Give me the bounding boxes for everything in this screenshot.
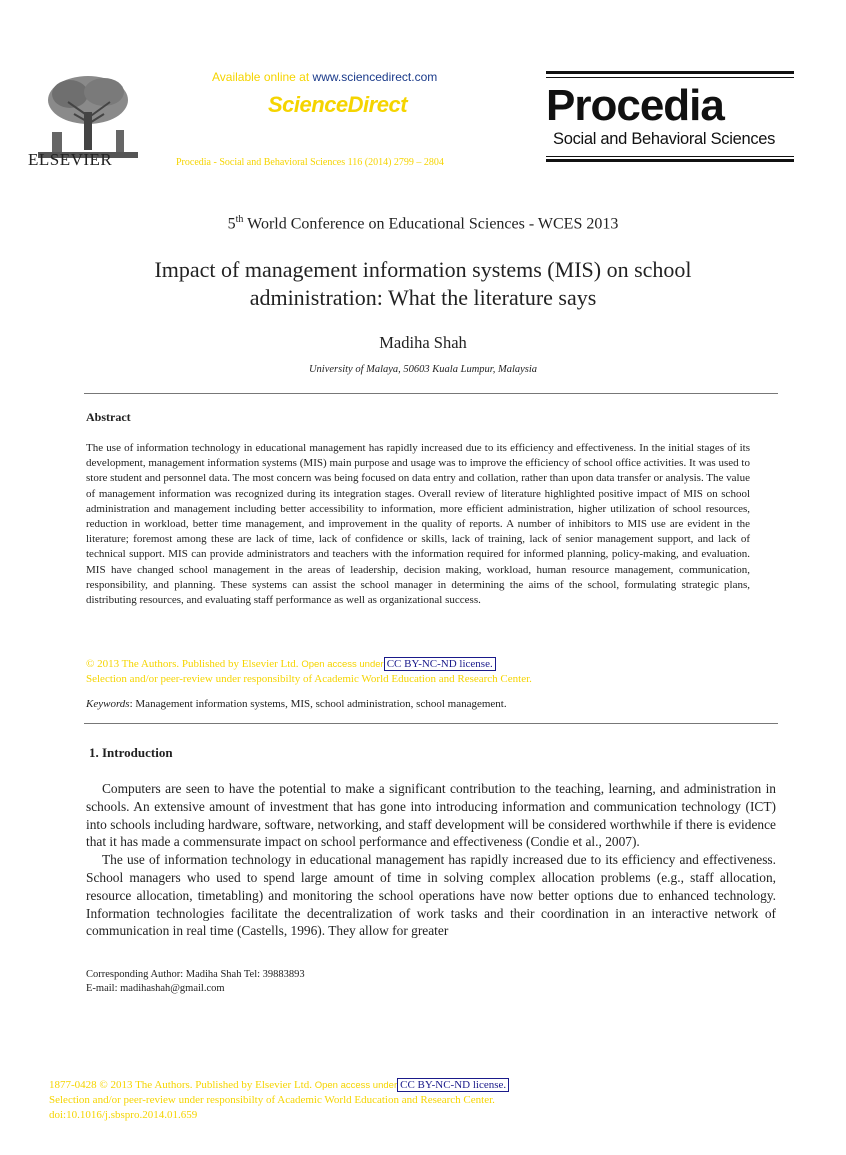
footer-copyright: 1877-0428 © 2013 The Authors. Published by Elsevier Ltd. [49,1079,312,1091]
license-link[interactable]: CC BY-NC-ND license. [384,657,496,671]
keywords-list: : Management information systems, MIS, school administration, school management. [129,698,507,710]
footnote-email: E-mail: madihashah@gmail.com [86,983,225,994]
footer-doi[interactable]: doi:10.1016/j.sbspro.2014.01.659 [49,1109,198,1121]
available-prefix: Available online at [212,70,310,84]
sciencedirect-logo: ScienceDirect [268,92,408,117]
copyright-line: © 2013 The Authors. Published by Elsevier Ltd. [86,658,299,670]
author-name: Madiha Shah [379,333,467,352]
journal-rule-bottom-thin [546,156,794,157]
conference-name: 5th World Conference on Educational Sciences - WCES 2013 [227,214,619,233]
author-affiliation: University of Malaya, 50603 Kuala Lumpur, Malaysia [308,364,538,375]
abstract-heading: Abstract [86,410,131,424]
peer-review-note: Selection and/or peer-review under responsibilty of Academic World Education and Research Center. [86,673,532,686]
divider-top [84,393,778,394]
footer-peer-review: Selection and/or peer-review under responsibilty of Academic World Education and Research Center. [49,1094,495,1106]
introduction-body [86,780,776,940]
footer-open-access-label: Open access under [314,1080,398,1091]
corresponding-author-footnote [86,968,305,996]
intro-paragraph-2: The use of information technology in educational management has rapidly increased due to its efficiency and effectiveness. School managers who used to spend large amount of time in solving complex allocation problems (e.g., staff allocation, resource allocation, timetabling) and monitoring the school operations have now better options due to enhanced technology. Information technologies facilitate the decentralization of work tasks and their coordination in an interactive network of communication in real time (Castells, 1996). They allow for greater [86,852,776,939]
journal-subtitle: Social and Behavioral Sciences [553,130,776,148]
keywords [86,698,750,710]
paper-title [0,256,846,312]
footnote-contact: Corresponding Author: Madiha Shah Tel: 39883893 [86,969,305,980]
intro-paragraph-1: Computers are seen to have the potential to make a significant contribution to the teaching, learning, and administration in schools. An extensive amount of investment that has gone into introducing information and communication technology (ICT) into schools including hardware, software, networking, and staff development will be considered worthwhile if there is evidence that it has made a commensurate impact on school performance and effectiveness (Condie et al., 2007). [86,781,776,850]
abstract-body: The use of information technology in educational management has rapidly increased due to its efficiency and effectiveness. In the initial stages of its development, management information systems (MIS) main purpose and usage was to improve the efficiency of school office activities. It was used to store student and personnel data. The most concern was being focused on data entry and collation, rather than upon data transfer or analysis. The value of management information was recognized during its integration stages. Overall review of literature highlighted positive impact of MIS on school administration and management including better accessibility to information, more efficient administration, higher utilization of school resources, reduction in workload, better time management, and improvement in the quality of reports. A number of inhibitors to MIS use are evident in the literature; foremost among these are lack of time, lack of confidence or skills, lack of training, lack of senior management support, and lack of technical support. MIS can provide administrators and teachers with the information required for informed planning, policy-making, and evaluation. MIS have changed school management in the areas of leadership, decision making, workload, human resource management, communication, responsibility, and planning. These systems can assist the school manager in determining the aims of the school, formulating strategic plans, distributing resources, and evaluating staff performance as well as organizational success. [86,442,750,607]
available-online-notice [212,70,437,84]
abstract-copyright [86,657,750,687]
journal-citation: Procedia - Social and Behavioral Sciences 116 (2014) 2799 – 2804 [176,157,444,168]
journal-rule-top [546,71,794,74]
page-footer [49,1078,809,1123]
footer-license-link[interactable]: CC BY-NC-ND license. [397,1078,509,1092]
journal-title: Procedia [546,81,724,130]
sciencedirect-link[interactable]: www.sciencedirect.com [312,70,438,84]
journal-rule-bottom [546,159,794,162]
paper-title-line-1: Impact of management information systems (MIS) on school [154,257,692,282]
paper-title-line-2: administration: What the literature says [249,285,597,310]
divider-bottom [84,723,778,724]
open-access-label: Open access under [301,659,384,670]
journal-rule-top-thin [546,77,794,78]
keywords-label: Keywords [86,698,130,710]
section-heading-introduction: 1. Introduction [89,745,173,760]
elsevier-wordmark: ELSEVIER [28,150,113,169]
